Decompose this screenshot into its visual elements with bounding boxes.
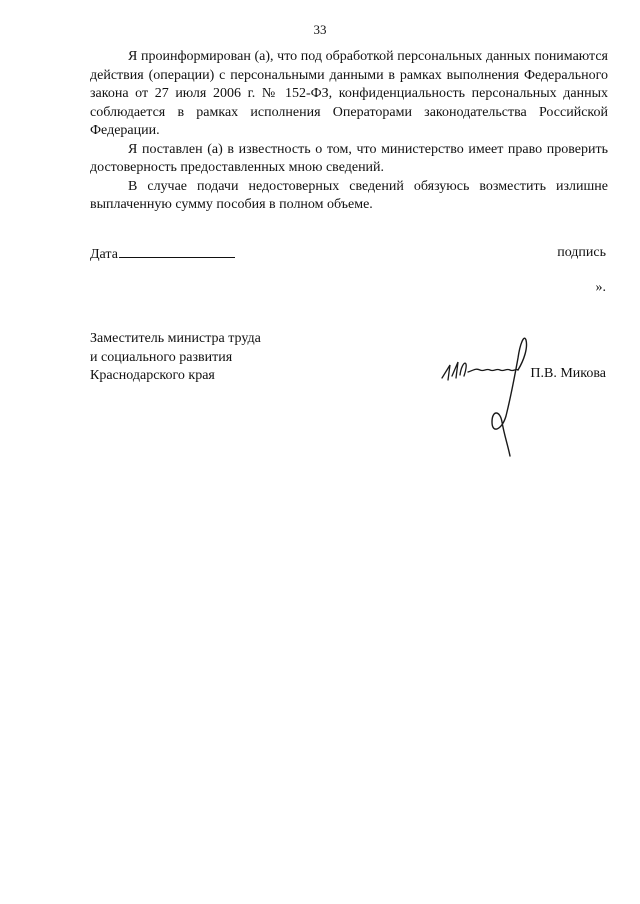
paragraph-refund: В случае подачи недостоверных сведений обязуюсь возместить излишне выплаченную сумму пособия в полном объеме. (90, 178, 608, 212)
body-text (90, 48, 608, 215)
signature-caption: подпись (557, 245, 606, 260)
paragraph-verification: Я поставлен (а) в известность о том, что министерство имеет право проверить достоверность предоставленных мною сведений. (90, 141, 608, 175)
signer-title (90, 330, 261, 386)
date-field (90, 245, 235, 263)
signer-title-line-1: Заместитель министра труда (90, 331, 261, 346)
date-blank-line (119, 245, 235, 258)
date-label: Дата (90, 247, 118, 262)
signer-title-line-3: Краснодарского края (90, 368, 215, 383)
handwritten-signature (440, 330, 540, 460)
page-number: 33 (313, 22, 327, 37)
closing-quote: ». (595, 280, 606, 295)
signer-name: П.В. Микова (530, 366, 606, 381)
paragraph-consent: Я проинформирован (а), что под обработкой персональных данных понимаются действия (операции) с персональными данными в рамках выполнения Федерального закона от 27 июля 2006 г. № 152-ФЗ, конфиденциальность персональных данных соблюдается в рамках исполнения Операторами законодательства Российской Федерации. (90, 49, 608, 138)
signer-title-line-2: и социального развития (90, 349, 233, 365)
